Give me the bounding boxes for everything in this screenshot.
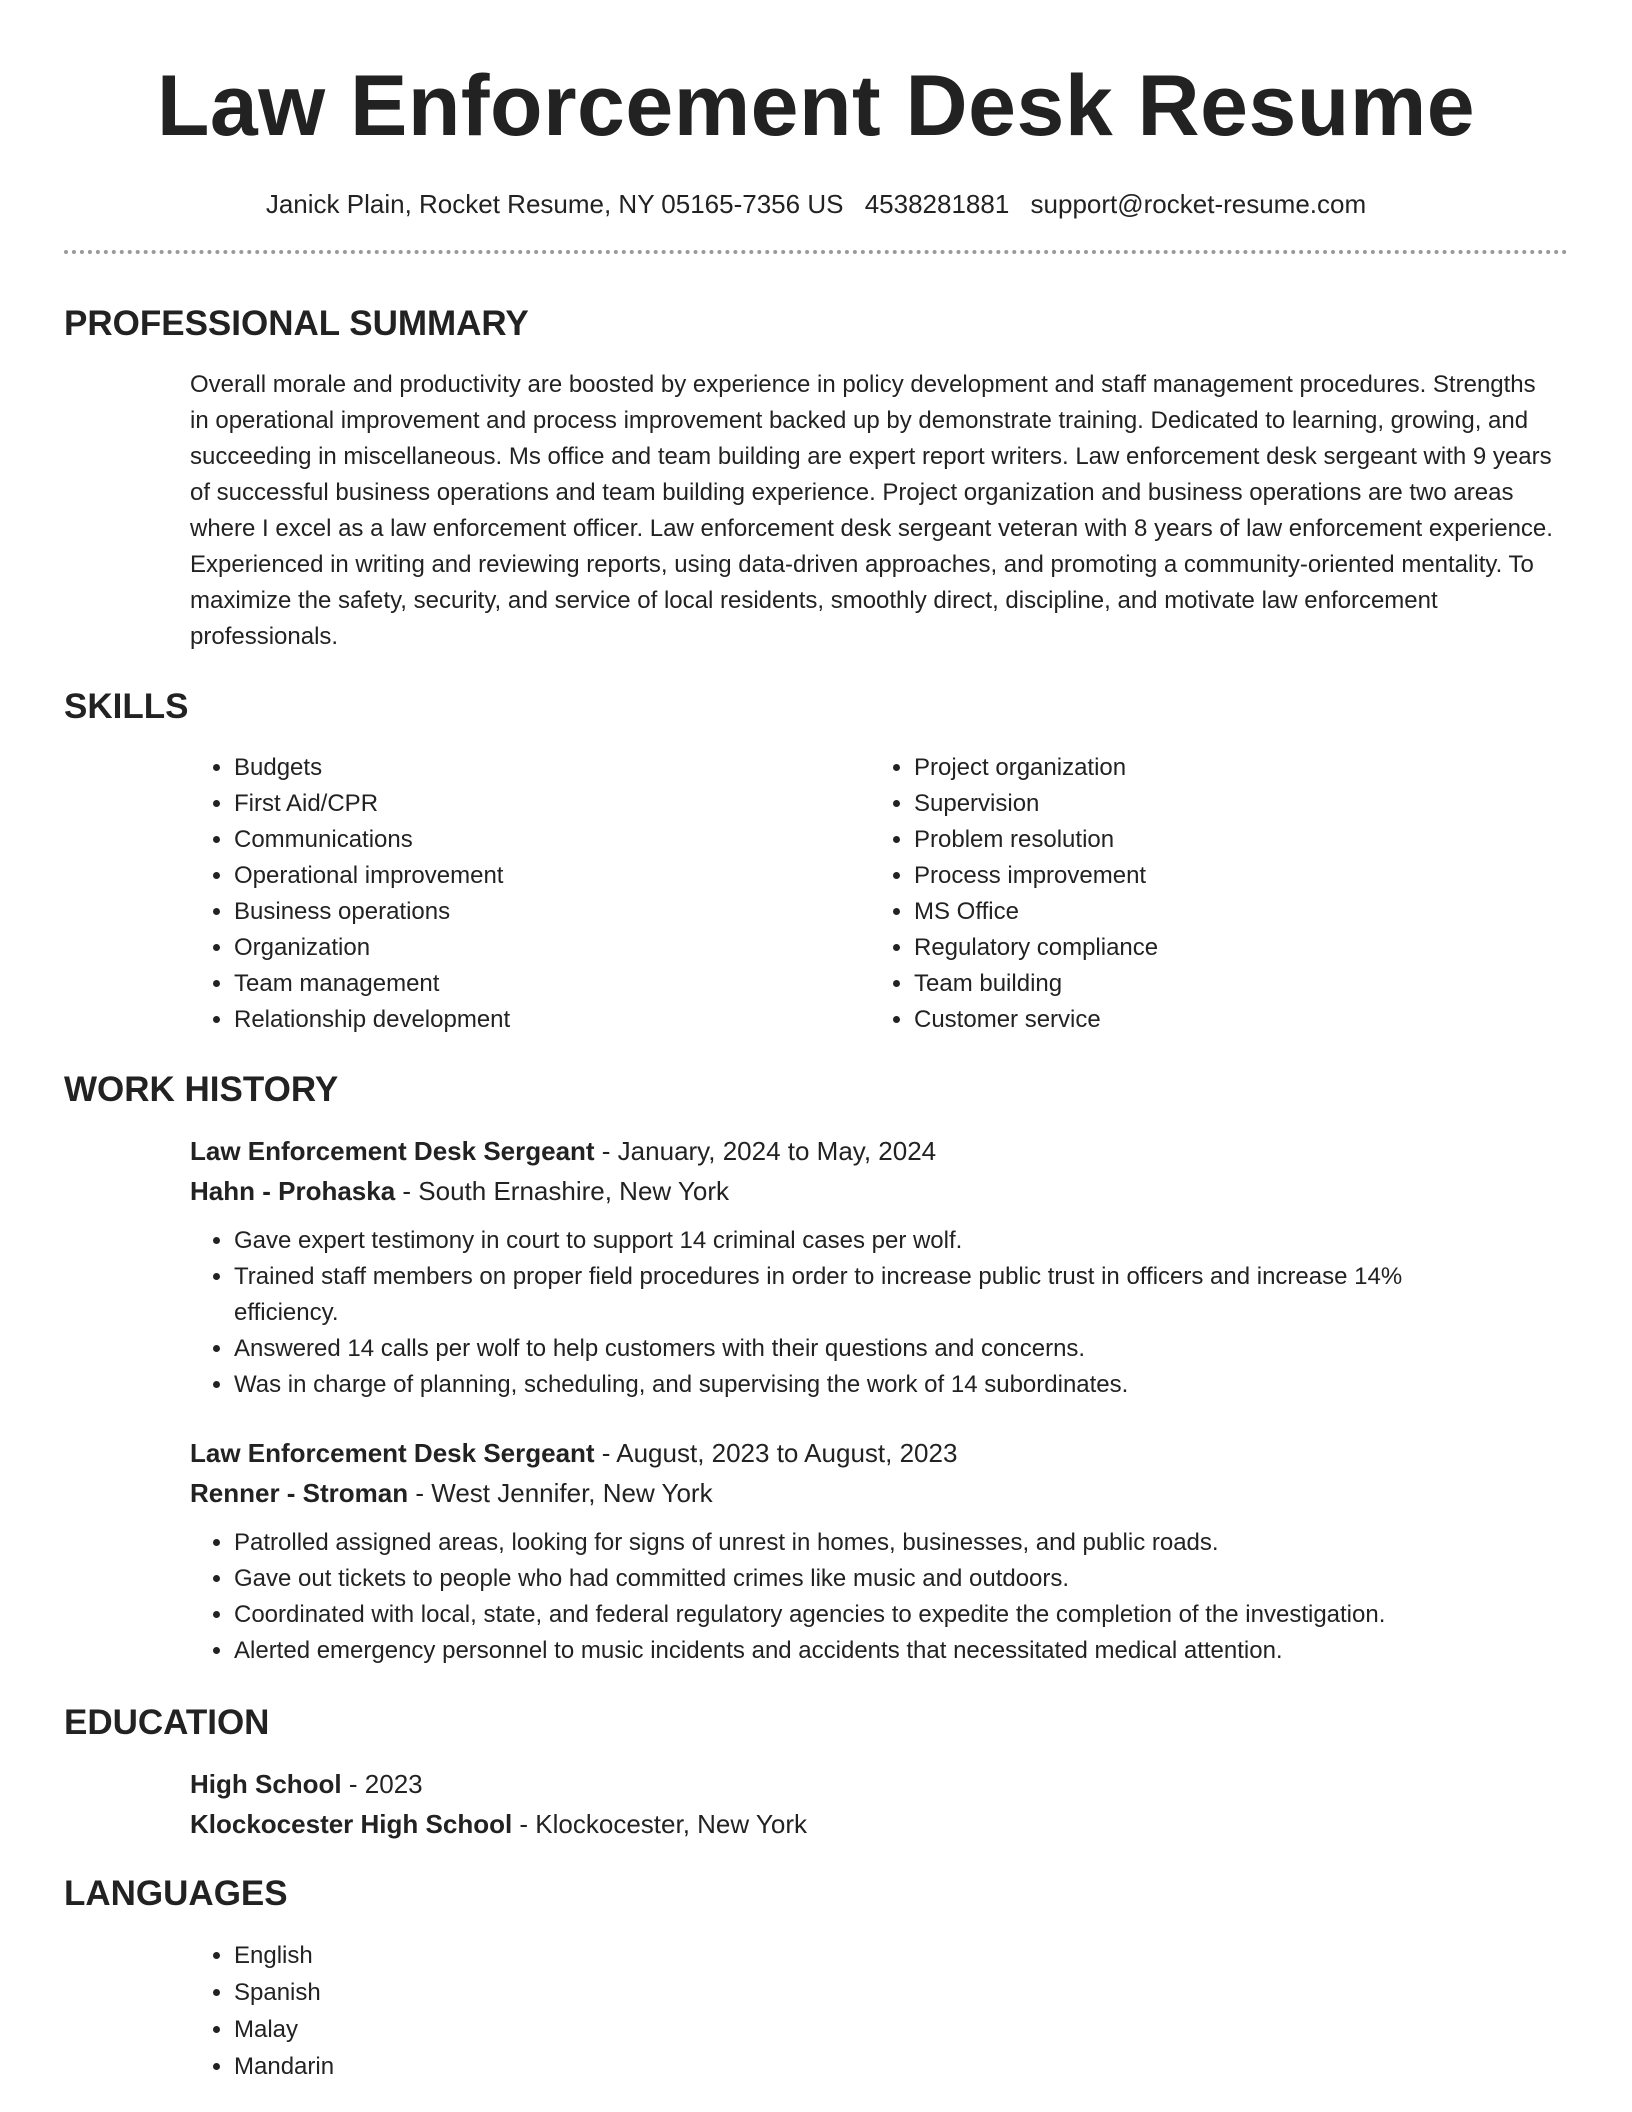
contact-phone: 4538281881: [864, 189, 1010, 219]
section-heading-education: EDUCATION: [64, 1703, 270, 1742]
job-bullets: [190, 1525, 1468, 1669]
skill-item: • Regulatory compliance: [914, 930, 1550, 966]
job-company: Renner - Stroman: [190, 1478, 409, 1508]
skill-item: • Supervision: [914, 786, 1550, 822]
skills-column-left: [190, 750, 870, 1038]
section-heading-summary: PROFESSIONAL SUMMARY: [64, 304, 529, 343]
section-heading-work-history: WORK HISTORY: [64, 1070, 339, 1109]
resume-title: Law Enforcement Desk Resume: [156, 58, 1476, 154]
job-bullet: • Gave expert testimony in court to support 14 criminal cases per wolf.: [234, 1223, 1468, 1259]
job-company-line: [190, 1171, 1568, 1211]
contact-email: support@rocket-resume.com: [1030, 189, 1367, 219]
job-bullets: [190, 1223, 1468, 1403]
job-entry: [190, 1433, 1568, 1669]
job-company: Hahn - Prohaska: [190, 1176, 396, 1206]
job-location: - South Ernashire, New York: [395, 1176, 730, 1206]
language-item: • Mandarin: [234, 2048, 1568, 2085]
job-bullet: • Answered 14 calls per wolf to help customers with their questions and concerns.: [234, 1331, 1468, 1367]
education-degree-line: [190, 1764, 1568, 1804]
summary-text: Overall morale and productivity are boosted by experience in policy development and staff management procedures. Strengths in operational improvement and process improvement backed up by demonstrate training. Dedicated to learning, growing, and succeeding in miscellaneous. Ms office and team building are expert report writers. Law enforcement desk sergeant with 9 years of successful business operations and team building experience. Project organization and business operations are two areas where I excel as a law enforcement officer. Law enforcement desk sergeant veteran with 8 years of law enforcement experience. Experienced in writing and reviewing reports, using data-driven approaches, and promoting a community-oriented mentality. To maximize the safety, security, and service of local residents, smoothly direct, discipline, and motivate law enforcement professionals.: [190, 371, 1553, 650]
job-title: Law Enforcement Desk Sergeant: [190, 1136, 595, 1166]
language-item: • English: [234, 1937, 1568, 1974]
job-entry: [190, 1131, 1568, 1403]
language-item: • Spanish: [234, 1974, 1568, 2011]
education-degree: High School: [190, 1769, 342, 1799]
job-title: Law Enforcement Desk Sergeant: [190, 1438, 595, 1468]
job-bullet: • Trained staff members on proper field procedures in order to increase public trust in officers and increase 14% efficiency.: [234, 1259, 1468, 1331]
section-heading-languages: LANGUAGES: [64, 1874, 288, 1913]
education-school-line: [190, 1804, 1568, 1844]
contact-address: Janick Plain, Rocket Resume, NY 05165-7356 US: [265, 189, 844, 219]
skill-item: • Operational improvement: [234, 858, 870, 894]
skill-item: • Team management: [234, 966, 870, 1002]
education-year: - 2023: [341, 1769, 423, 1799]
job-bullet: • Alerted emergency personnel to music incidents and accidents that necessitated medical attention.: [234, 1633, 1468, 1669]
education-school: Klockocester High School: [190, 1809, 513, 1839]
job-title-line: [190, 1131, 1568, 1171]
contact-line: [64, 188, 1568, 220]
skill-item: • Relationship development: [234, 1002, 870, 1038]
education-entry: [190, 1764, 1568, 1844]
job-location: - West Jennifer, New York: [408, 1478, 713, 1508]
education-location: - Klockocester, New York: [512, 1809, 807, 1839]
skills-column-right: [870, 750, 1550, 1038]
skill-item: • Problem resolution: [914, 822, 1550, 858]
skill-item: • Project organization: [914, 750, 1550, 786]
skill-item: • Business operations: [234, 894, 870, 930]
languages-block: [190, 1937, 1568, 2085]
job-title-line: [190, 1433, 1568, 1473]
skill-item: • First Aid/CPR: [234, 786, 870, 822]
job-bullet: • Gave out tickets to people who had committed crimes like music and outdoors.: [234, 1561, 1468, 1597]
job-bullet: • Coordinated with local, state, and federal regulatory agencies to expedite the completion of the investigation.: [234, 1597, 1468, 1633]
skill-item: • MS Office: [914, 894, 1550, 930]
skill-item: • Budgets: [234, 750, 870, 786]
job-bullet: • Was in charge of planning, scheduling, and supervising the work of 14 subordinates.: [234, 1367, 1468, 1403]
job-company-line: [190, 1473, 1568, 1513]
languages-list: [190, 1937, 1568, 2085]
skill-item: • Team building: [914, 966, 1550, 1002]
skills-list: [190, 750, 1568, 1038]
language-item: • Malay: [234, 2011, 1568, 2048]
job-bullet: • Patrolled assigned areas, looking for signs of unrest in homes, businesses, and public roads.: [234, 1525, 1468, 1561]
job-dates: - January, 2024 to May, 2024: [594, 1136, 937, 1166]
job-dates: - August, 2023 to August, 2023: [594, 1438, 958, 1468]
section-heading-skills: SKILLS: [64, 687, 189, 726]
header-divider: [64, 250, 1568, 254]
skill-item: • Customer service: [914, 1002, 1550, 1038]
skill-item: • Communications: [234, 822, 870, 858]
skill-item: • Process improvement: [914, 858, 1550, 894]
skill-item: • Organization: [234, 930, 870, 966]
